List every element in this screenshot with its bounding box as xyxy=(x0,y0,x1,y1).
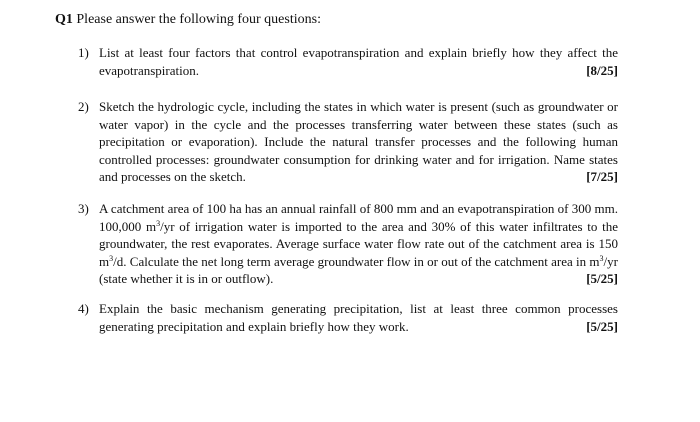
question-marks: [7/25] xyxy=(586,169,618,184)
question-marks: [5/25] xyxy=(586,318,618,334)
question-heading-text: Please answer the following four questions: xyxy=(76,12,321,27)
question-item-4 xyxy=(78,300,618,335)
question-text: List at least four factors that control evapotranspiration and explain briefly how they affect the evapotranspiration. xyxy=(99,45,618,78)
question-number: 4) xyxy=(78,301,89,316)
question-text-part-3: /d. Calculate the net long term average groundwater flow in or out of the catchment area in m xyxy=(113,253,600,269)
question-item-3 xyxy=(78,200,618,288)
question-text: Explain the basic mechanism generating precipitation, list at least three common processes generating precipitation and explain briefly how they work. xyxy=(99,301,618,334)
superscript-3: 3 xyxy=(599,253,604,263)
question-text-part-4: /yr (state whether it is in or outflow). xyxy=(99,253,618,286)
question-number: 2) xyxy=(78,99,89,114)
question-number: 3) xyxy=(78,201,89,216)
question-number: 1) xyxy=(78,45,89,60)
question-text-part-1: A catchment area of 100 ha has an annual rainfall of 800 mm and an evapotranspiration of 300 mm. 100,000 m xyxy=(99,201,618,234)
question-text-part-2: /yr of irrigation water is imported to the area and 30% of this water infiltrates to the groundwater, the rest evaporates. Average surface water flow rate out of the catchment area is 150 m xyxy=(99,218,618,269)
question-item-1 xyxy=(78,44,618,79)
question-marks: [5/25] xyxy=(586,271,618,286)
question-item-2 xyxy=(78,98,618,186)
superscript-3: 3 xyxy=(109,253,114,263)
question-heading-number: Q1 xyxy=(55,12,73,27)
question-heading xyxy=(55,11,321,28)
question-text: Sketch the hydrologic cycle, including the states in which water is present (such as groundwater or water vapor) in the cycle and the processes transferring water between these states (such as precipitation or evaporation). Include the natural transfer processes and the following human controlled processes: groundwater consumption for drinking water and for irrigation. Name states and processes on the sketch. xyxy=(99,99,618,184)
question-marks: [8/25] xyxy=(586,62,618,78)
superscript-3: 3 xyxy=(156,218,161,228)
